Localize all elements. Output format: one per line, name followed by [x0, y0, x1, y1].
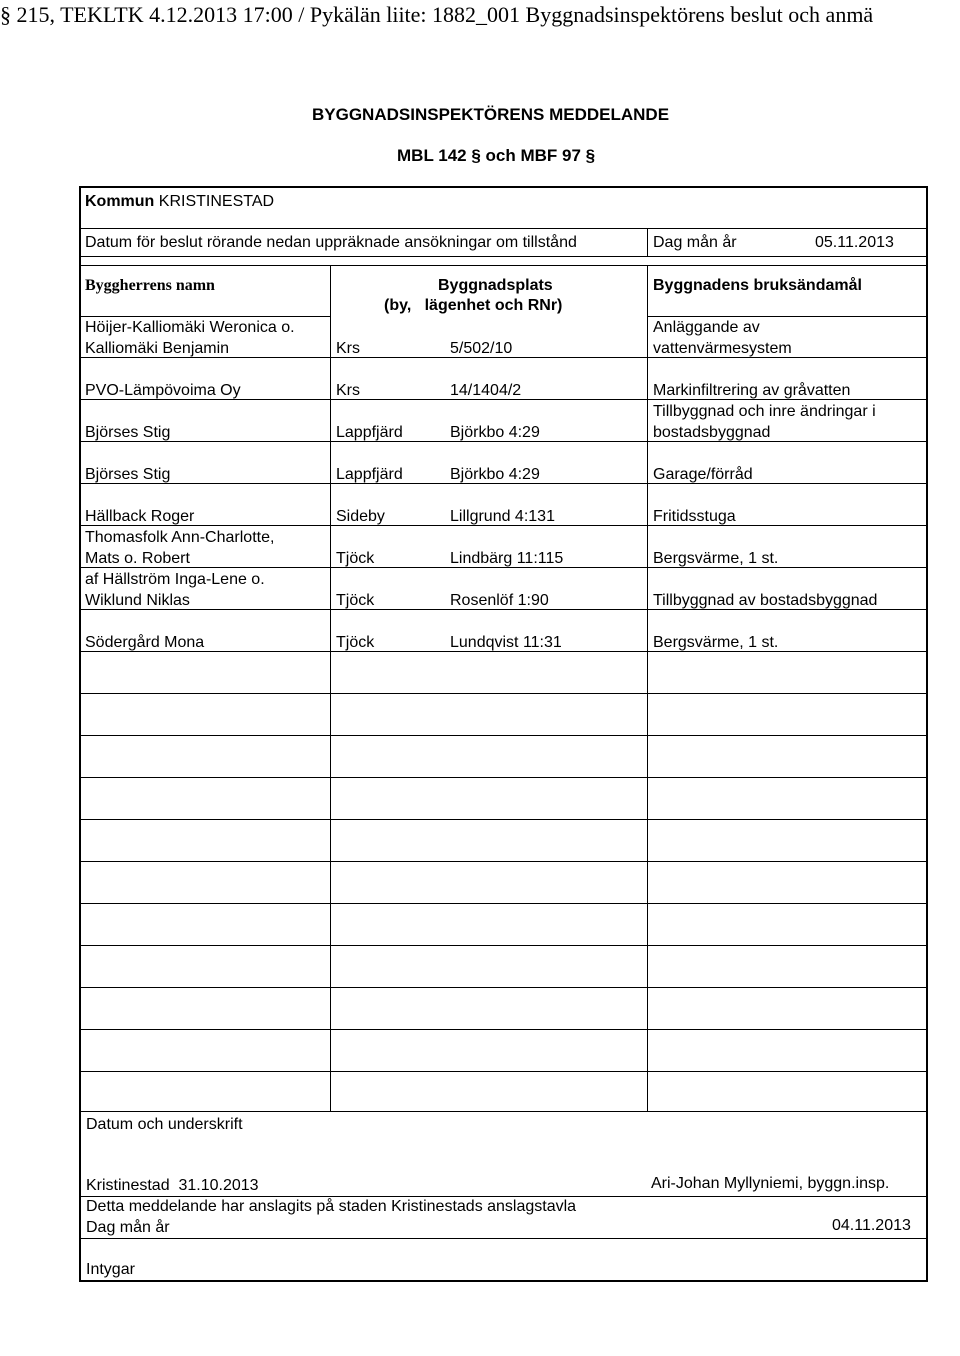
- decision-date-label: Datum för beslut rörande nedan uppräknade ansökningar om tillstånd: [85, 234, 577, 251]
- purpose-line2: Tillbyggnad av bostadsbyggnad: [653, 592, 878, 609]
- purpose-line1: Tillbyggnad och inre ändringar i: [653, 403, 876, 420]
- purpose-line2: vattenvärmesystem: [653, 340, 792, 357]
- owner-name-line2: PVO-Lämpövoima Oy: [85, 382, 241, 399]
- document-subtitle: MBL 142 § och MBF 97 §: [397, 146, 596, 165]
- row-divider: [80, 693, 926, 694]
- column-divider: [330, 265, 331, 1111]
- property-id: Lundqvist 11:31: [450, 634, 562, 651]
- divider: [80, 256, 926, 257]
- site-column-header-line1: Byggnadsplats: [438, 277, 553, 294]
- column-divider: [647, 265, 648, 1111]
- owner-name-line1: af Hällström Inga-Lene o.: [85, 571, 265, 588]
- village: Sideby: [336, 508, 385, 525]
- village: Tjöck: [336, 550, 375, 567]
- purpose-line1: Anläggande av: [653, 319, 760, 336]
- owner-name-line2: Kalliomäki Benjamin: [85, 340, 230, 357]
- purpose-line2: Bergsvärme, 1 st.: [653, 550, 779, 567]
- owner-name-line2: Hällback Roger: [85, 508, 195, 525]
- divider: [647, 316, 926, 317]
- kommun-row: [85, 192, 274, 212]
- village: Lappfjärd: [336, 466, 403, 483]
- property-id: Björkbo 4:29: [450, 466, 540, 483]
- divider: [80, 1238, 926, 1239]
- property-id: 5/502/10: [450, 340, 513, 357]
- owner-name-line2: Mats o. Robert: [85, 550, 190, 567]
- dag-man-ar-label: Dag mån år: [653, 234, 737, 251]
- village: Tjöck: [336, 634, 375, 651]
- property-id: Lillgrund 4:131: [450, 508, 555, 525]
- document-title: BYGGNADSINSPEKTÖRENS MEDDELANDE: [312, 105, 670, 124]
- property-id: 14/1404/2: [450, 382, 522, 399]
- row-divider: [80, 987, 926, 988]
- divider: [647, 228, 648, 256]
- purpose-line2: Fritidsstuga: [653, 508, 736, 525]
- owner-name-line2: Björses Stig: [85, 466, 171, 483]
- notice-date-value: 04.11.2013: [832, 1217, 911, 1234]
- divider: [80, 265, 926, 266]
- property-id: Björkbo 4:29: [450, 424, 540, 441]
- row-divider: [80, 1111, 926, 1112]
- signature-place-date: Kristinestad 31.10.2013: [86, 1177, 259, 1194]
- purpose-line2: Garage/förråd: [653, 466, 753, 483]
- row-divider: [80, 777, 926, 778]
- row-divider: [80, 903, 926, 904]
- owner-name-line1: Höijer-Kalliomäki Weronica o.: [85, 319, 295, 336]
- certificate-label: Intygar: [86, 1261, 135, 1278]
- owner-name-line2: Björses Stig: [85, 424, 171, 441]
- owner-name-line2: Södergård Mona: [85, 634, 205, 651]
- village: Krs: [336, 382, 360, 399]
- decision-date-value: 05.11.2013: [815, 234, 894, 251]
- owner-name-line2: Wiklund Niklas: [85, 592, 190, 609]
- purpose-line2: Bergsvärme, 1 st.: [653, 634, 779, 651]
- kommun-value: KRISTINESTAD: [158, 193, 275, 210]
- village: Lappfjärd: [336, 424, 403, 441]
- village: Krs: [336, 340, 360, 357]
- row-divider: [80, 1071, 926, 1072]
- divider: [80, 228, 926, 229]
- page-header: § 215, TEKLTK 4.12.2013 17:00 / Pykälän liite: 1882_001 Byggnadsinspektörens beslut och anmä: [0, 2, 874, 27]
- owner-column-header: Byggherrens namn: [85, 277, 215, 294]
- signer-name: Ari-Johan Myllyniemi, byggn.insp.: [651, 1175, 890, 1192]
- notice-text: Detta meddelande har anslagits på staden Kristinestads anslagstavla: [86, 1198, 577, 1215]
- purpose-line2: bostadsbyggnad: [653, 424, 771, 441]
- divider: [80, 316, 330, 317]
- signature-label: Datum och underskrift: [86, 1116, 243, 1133]
- row-divider: [80, 945, 926, 946]
- purpose-column-header: Byggnadens bruksändamål: [653, 277, 862, 294]
- row-divider: [80, 735, 926, 736]
- property-id: Lindbärg 11:115: [450, 550, 564, 567]
- row-divider: [80, 819, 926, 820]
- owner-name-line1: Thomasfolk Ann-Charlotte,: [85, 529, 275, 546]
- property-id: Rosenlöf 1:90: [450, 592, 549, 609]
- notice-date-label: Dag mån år: [86, 1219, 170, 1236]
- row-divider: [80, 861, 926, 862]
- site-column-header-line2: (by, lägenhet och RNr): [384, 297, 563, 314]
- purpose-line2: Markinfiltrering av gråvatten: [653, 382, 851, 399]
- village: Tjöck: [336, 592, 375, 609]
- row-divider: [80, 1029, 926, 1030]
- kommun-label: Kommun: [85, 193, 155, 210]
